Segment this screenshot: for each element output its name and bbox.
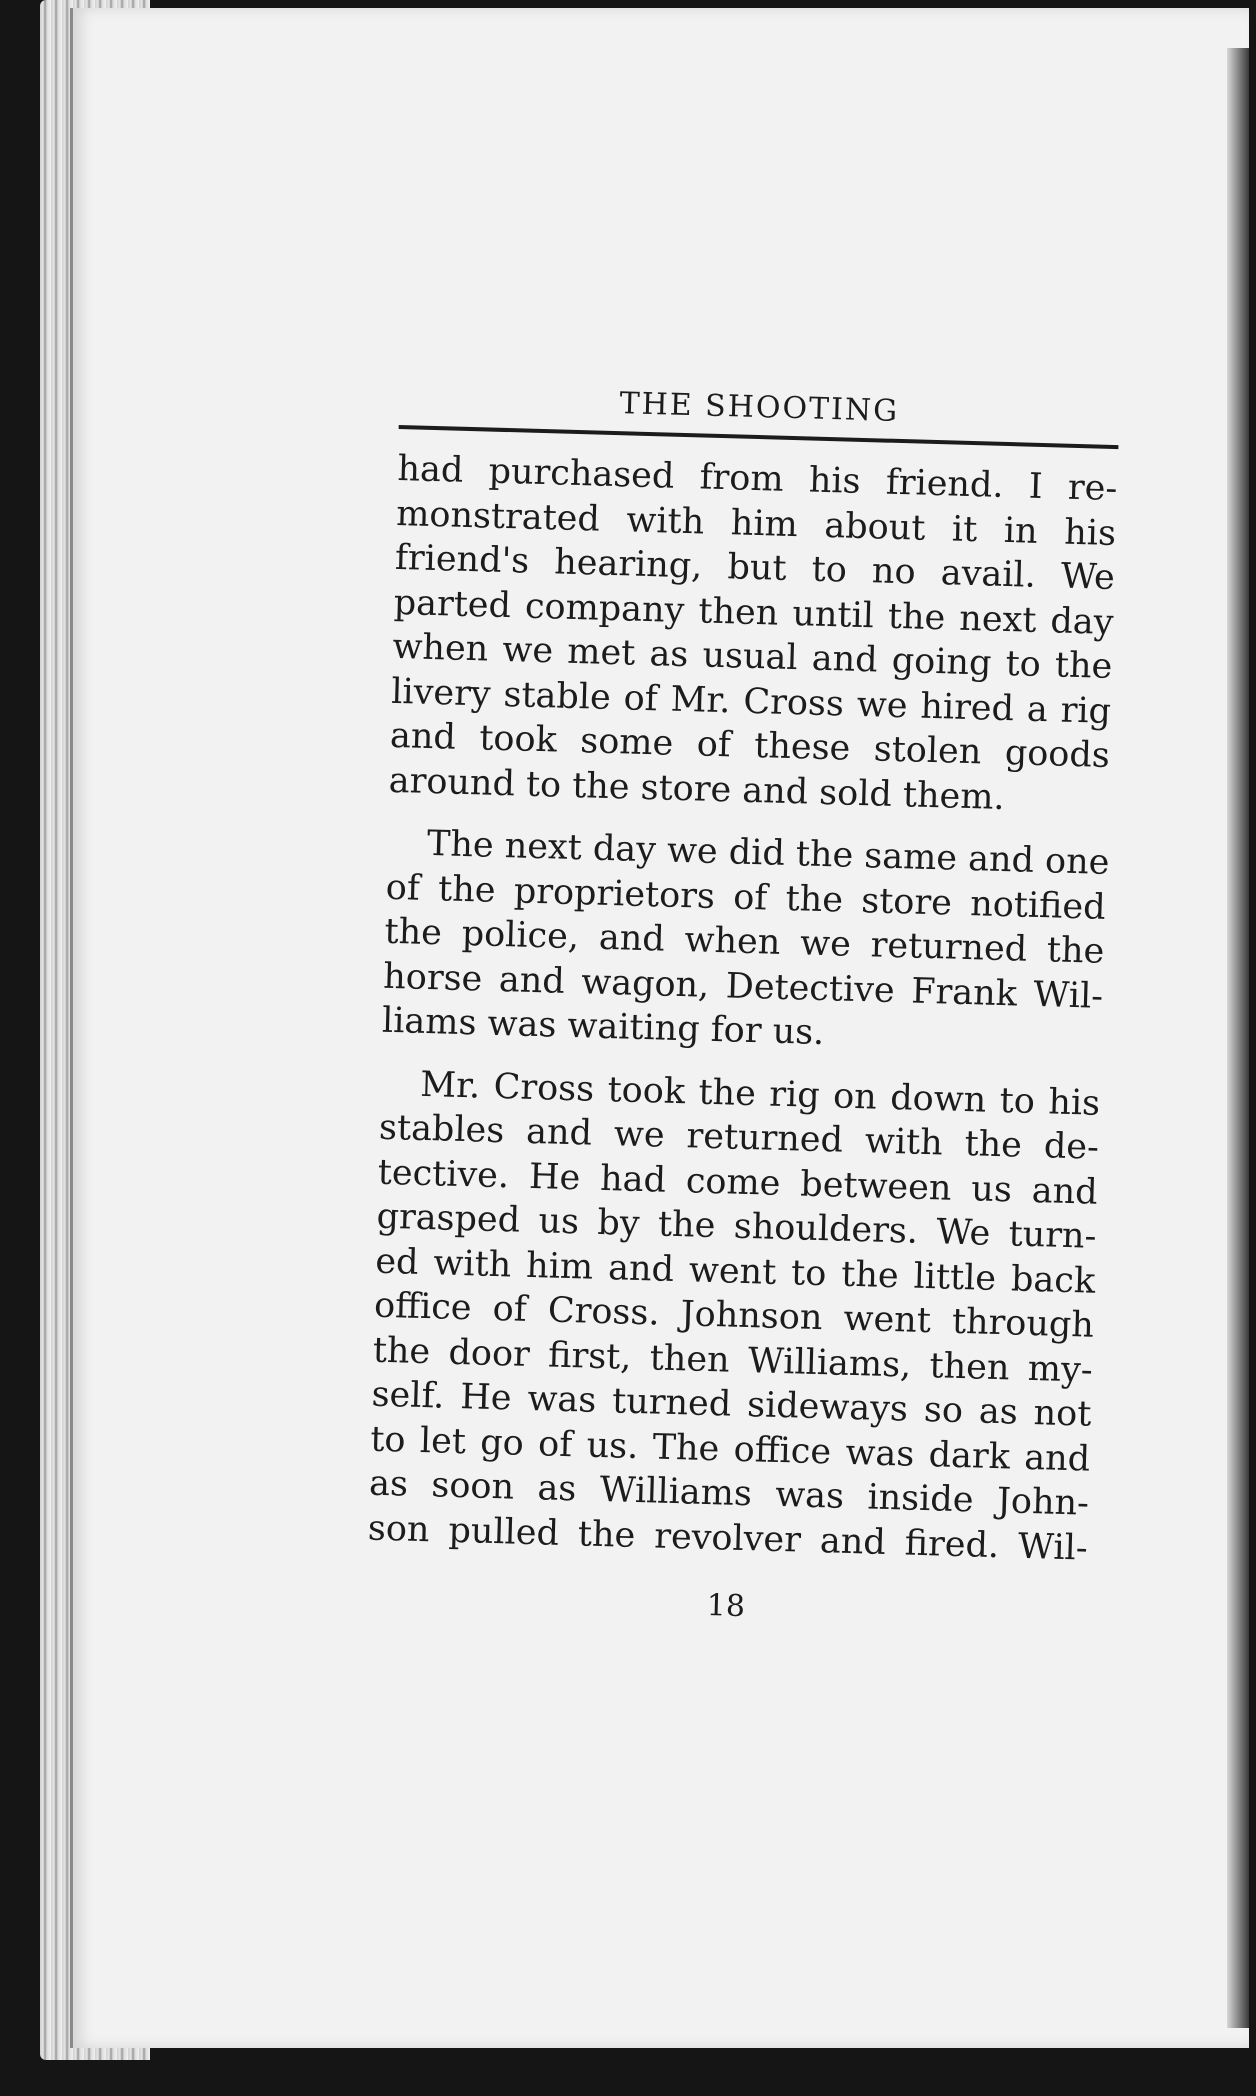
text-line: livery stable of Mr. Cross we hired a rig (390, 671, 1112, 732)
paragraph-3 (367, 1061, 1100, 1570)
page-number: 18 (706, 1588, 746, 1625)
text-line: the police, and when we returned the (384, 911, 1105, 972)
text-line: had purchased from his friend. I re- (396, 448, 1118, 510)
text-line: tective. He had come between us and (377, 1152, 1099, 1213)
text-line: of the proprietors of the store notified (385, 867, 1107, 928)
text-line: liams was waiting for us. (381, 1000, 825, 1054)
text-line: the door first, then Williams, then my- (372, 1330, 1094, 1391)
text-line: The next day we did the same and one (426, 823, 1110, 883)
text-line: horse and wagon, Detective Frank Wil- (382, 956, 1104, 1017)
text-line: self. He was turned sideways so as not (371, 1374, 1092, 1435)
text-line: and took some of these stolen goods (389, 715, 1111, 776)
text-line: son pulled the revolver and fired. Wil- (367, 1508, 1089, 1569)
page-content (366, 380, 1120, 1634)
text-line: around to the store and sold them. (388, 760, 1006, 818)
text-line: monstrated with him about it in his (395, 493, 1117, 554)
paragraph-2 (381, 821, 1110, 1064)
text-line: parted company then until the next day (393, 582, 1115, 643)
text-line: office of Cross. Johnson went through (373, 1285, 1095, 1346)
text-line: as soon as Williams was inside John- (368, 1463, 1090, 1524)
text-line: grasped us by the shoulders. We turn- (376, 1196, 1097, 1257)
text-line: friend's hearing, but to no avail. We (394, 537, 1116, 599)
page-right-edge (1227, 48, 1249, 2028)
text-line: when we met as usual and going to the (391, 626, 1113, 687)
text-line: Mr. Cross took the rig on down to his (419, 1064, 1101, 1124)
paragraph-1 (388, 447, 1118, 823)
text-line: stables and we returned with the de- (378, 1107, 1100, 1168)
running-head: THE SHOOTING (619, 386, 900, 429)
text-line: ed with him and went to the little back (374, 1241, 1096, 1302)
text-line: to let go of us. The office was dark and (369, 1419, 1091, 1480)
